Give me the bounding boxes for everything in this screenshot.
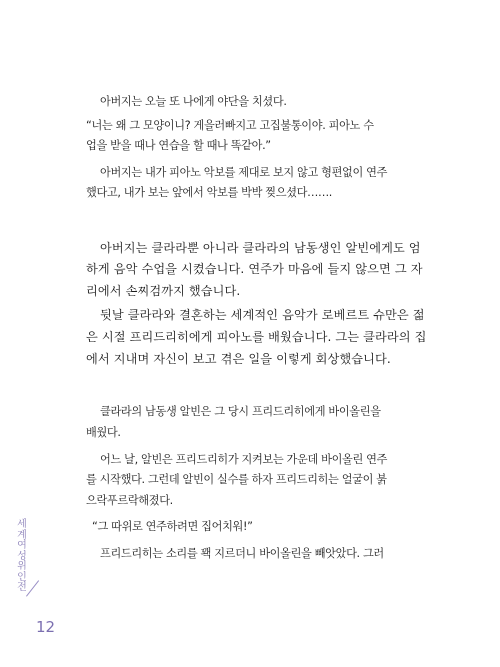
text-line: 아버지는 클라라뿐 아니라 클라라의 남동생인 알빈에게도 엄 xyxy=(100,241,421,255)
text-line: “그 따위로 연주하려면 집어치워!” xyxy=(92,520,253,533)
text-line: 하게 음악 수업을 시켰습니다. 연주가 마음에 들지 않으면 그 자 xyxy=(86,262,423,276)
text-line: 뒷날 클라라와 결혼하는 세계적인 음악가 로베르트 슈만은 젊 xyxy=(100,308,425,322)
text-line: 했다고, 내가 보는 앞에서 악보를 박박 찢으셨다……. xyxy=(86,186,333,199)
text-line: 클라라의 남동생 알빈은 그 당시 프리드리히에게 바이올린을 xyxy=(100,405,381,418)
series-title: 세 계 여 성 위 인 전 xyxy=(17,519,27,593)
text-line: 를 시작했다. 그런데 알빈이 실수를 하자 프리드리히는 얼굴이 붉 xyxy=(86,473,387,486)
text-line: 프리드리히는 소리를 꽥 지르더니 바이올린을 빼앗았다. 그러 xyxy=(100,547,384,560)
text-line: 아버지는 내가 피아노 악보를 제대로 보지 않고 형편없이 연주 xyxy=(100,166,388,179)
text-line: 아버지는 오늘 또 나에게 야단을 치셨다. xyxy=(100,95,287,108)
text-line: “너는 왜 그 모양이니? 게을러빠지고 고집불통이야. 피아노 수 xyxy=(86,119,374,132)
text-line: 에서 지내며 자신이 보고 겪은 일을 이렇게 회상했습니다. xyxy=(86,352,391,366)
text-line: 업을 받을 때나 연습을 할 때나 똑같아.” xyxy=(86,139,271,152)
text-line: 리에서 손찌검까지 했습니다. xyxy=(86,284,241,298)
text-line: 은 시절 프리드리히에게 피아노를 배웠습니다. 그는 클라라의 집 xyxy=(86,330,427,344)
text-line: 배웠다. xyxy=(86,426,121,439)
text-line: 으락푸르락해졌다. xyxy=(86,494,173,507)
text-line: 어느 날, 알빈은 프리드리히가 지켜보는 가운데 바이올린 연주 xyxy=(100,453,388,466)
page-number: 12 xyxy=(36,618,56,636)
